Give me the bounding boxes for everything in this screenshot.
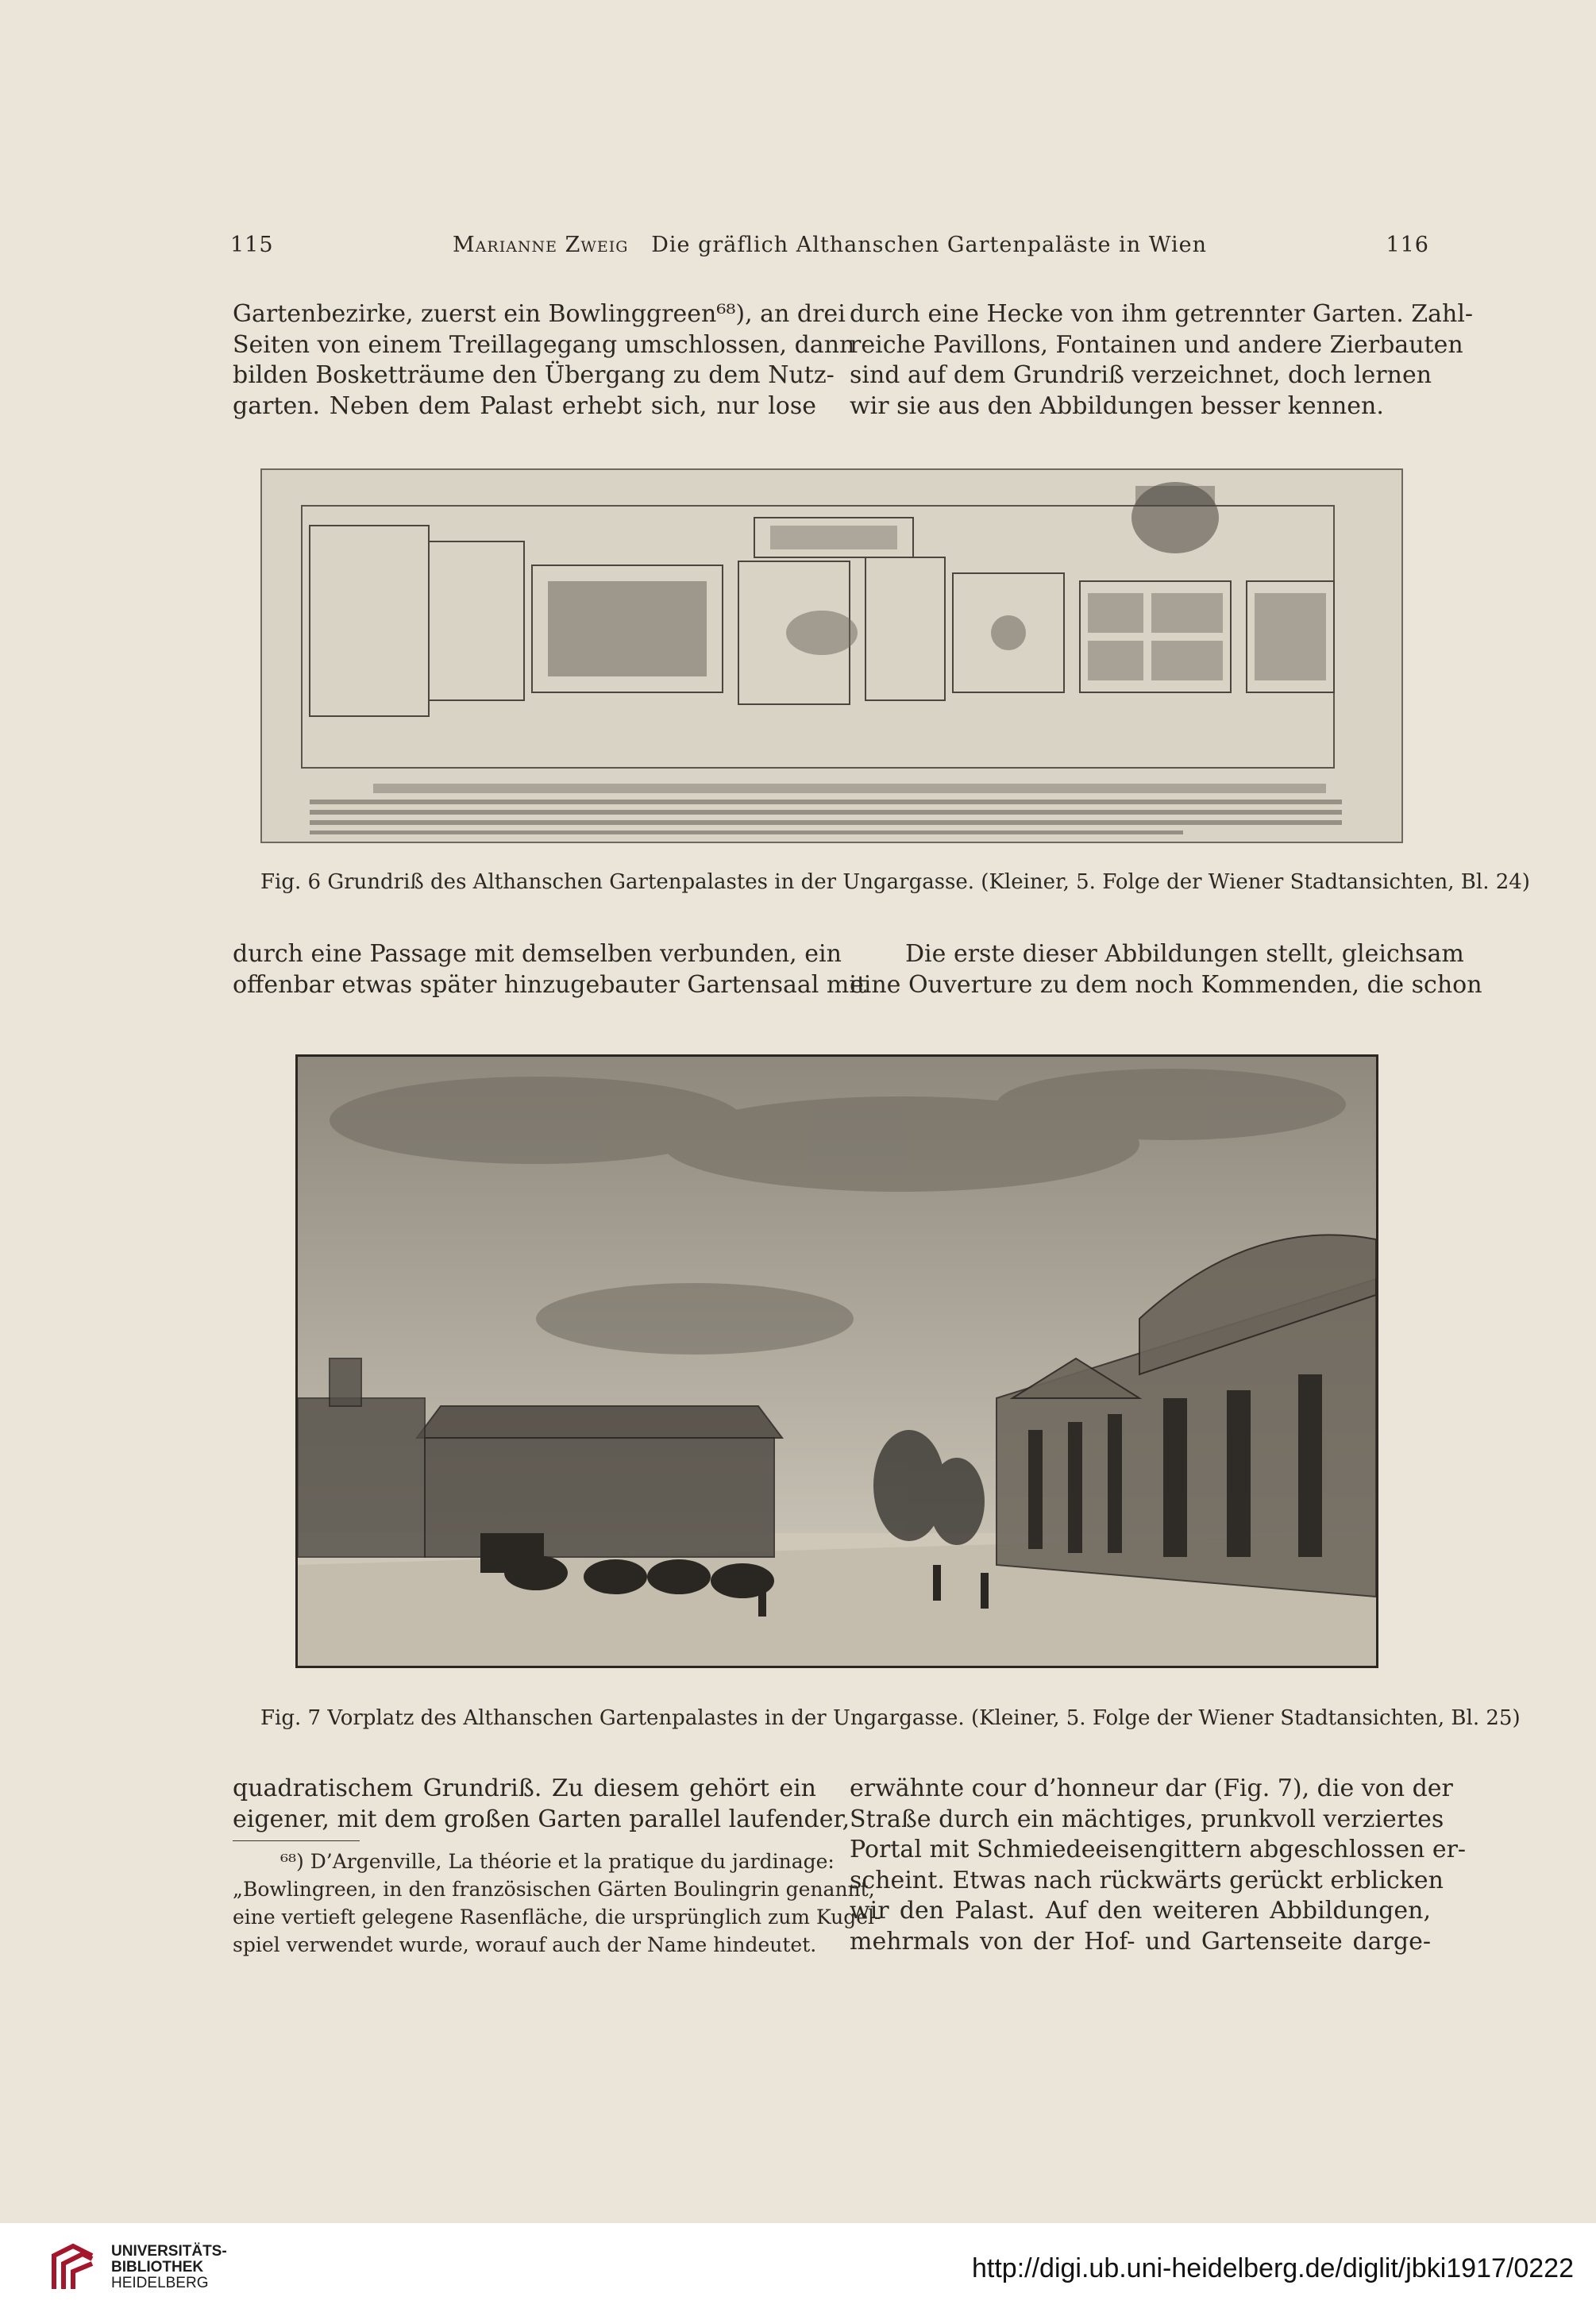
column-left-block1 (233, 299, 855, 422)
text-line: eigener, mit dem großen Garten parallel laufender, (233, 1805, 850, 1833)
logo-mark (49, 2243, 97, 2294)
university-library-logo-icon (49, 2243, 97, 2294)
text-line: wir sie aus den Abbildungen besser kennen. (850, 391, 1384, 420)
text-line: Die erste dieser Abbildungen stellt, gleichsam (905, 940, 1464, 968)
library-name-line: HEIDELBERG (111, 2275, 209, 2291)
page-number-right: 116 (1386, 233, 1429, 257)
text-line: erwähnte cour d’honneur dar (Fig. 7), die von der (850, 1775, 1453, 1802)
column-left-block3 (233, 1774, 850, 1835)
text-line: bilden Bosketträume den Übergang zu dem Nutz- (233, 361, 835, 389)
header-author: Marianne Zweig (453, 233, 629, 257)
library-name (111, 2244, 227, 2291)
figure-7-caption: Fig. 7 Vorplatz des Althanschen Gartenpalastes in der Ungargasse. (Kleiner, 5. Folge der Wiener Stadtansichten, Bl. 25) (260, 1706, 1521, 1730)
text-line: Gartenbezirke, zuerst ein Bowlinggreen⁶⁸), an drei (233, 300, 846, 328)
text-line: eine Ouverture zu dem noch Kommenden, die schon (850, 970, 1482, 999)
footnote-line: „Bowlingreen, in den französischen Gärten Boulingrin genannt, (233, 1878, 875, 1901)
text-line: Seiten von einem Treillagegang umschlossen, dann (233, 330, 855, 359)
footnote (233, 1848, 881, 1959)
text-line: Straße durch ein mächtiges, prunkvoll verziertes (850, 1805, 1444, 1833)
figure-7-courtyard-engraving (295, 1054, 1378, 1668)
footnote-line: spiel verwendet wurde, worauf auch der Name hindeutet. (233, 1933, 817, 1956)
permalink-url[interactable]: http://digi.ub.uni-heidelberg.de/diglit/jbki1917/0222 (972, 2253, 1574, 2283)
text-line: wir den Palast. Auf den weiteren Abbildungen, (850, 1897, 1431, 1925)
garden-plan-illustration (262, 470, 1401, 842)
library-name-line: BIBLIOTHEK (111, 2259, 204, 2276)
column-right-block3 (850, 1774, 1467, 1957)
text-line: durch eine Passage mit demselben verbunden, ein (233, 940, 842, 968)
text-line: Portal mit Schmiedeeisengittern abgeschlossen er- (850, 1836, 1467, 1863)
text-line: quadratischem Grundriß. Zu diesem gehört ein (233, 1775, 816, 1802)
text-line: durch eine Hecke von ihm getrennter Garten. Zahl- (850, 300, 1474, 328)
footnote-rule (233, 1840, 360, 1841)
column-right-block1 (850, 299, 1474, 422)
running-header (230, 233, 1429, 264)
text-line: mehrmals von der Hof- und Gartenseite darge- (850, 1927, 1431, 1956)
column-left-block2 (233, 939, 867, 1000)
footnote-line: eine vertieft gelegene Rasenfläche, die ursprünglich zum Kugel- (233, 1906, 881, 1929)
text-line: sind auf dem Grundriß verzeichnet, doch lernen (850, 361, 1432, 389)
page-number-left: 115 (230, 233, 274, 257)
column-right-block2 (850, 939, 1482, 1000)
figure-6-garden-plan-engraving (260, 468, 1403, 843)
footnote-line: ⁶⁸) D’Argenville, La théorie et la pratique du jardinage: (280, 1850, 835, 1873)
running-title (230, 233, 1429, 257)
text-line: offenbar etwas später hinzugebauter Gartensaal mit (233, 970, 867, 999)
header-title: Die gräflich Althanschen Gartenpaläste in Wien (651, 233, 1207, 257)
text-line: reiche Pavillons, Fontainen und andere Zierbauten (850, 330, 1463, 359)
text-line: scheint. Etwas nach rückwärts gerückt erblicken (850, 1866, 1444, 1894)
courtyard-illustration (298, 1057, 1376, 1666)
text-line: garten. Neben dem Palast erhebt sich, nur lose (233, 391, 816, 420)
figure-6-caption: Fig. 6 Grundriß des Althanschen Gartenpalastes in der Ungargasse. (Kleiner, 5. Folge der Wiener Stadtansichten, Bl. 24) (260, 870, 1530, 894)
library-name-line: UNIVERSITÄTS- (111, 2243, 227, 2260)
